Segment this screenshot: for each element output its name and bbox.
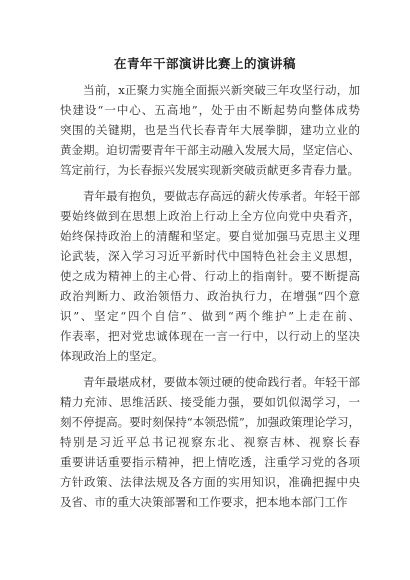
paragraph-line: 论武装，深入学习习近平新时代中国特色社会主义思想， xyxy=(60,249,360,263)
paragraph-line: 体现政治上的坚定。 xyxy=(60,349,164,363)
paragraph-line: 笃定前行，为长春振兴发展实现新突破贡献更多青春力量。 xyxy=(60,163,359,177)
paragraph-line: 青年最堪成材，要做本领过硬的使命践行者。年轻干部 xyxy=(83,375,360,389)
paragraph-line: 快建设“一中心、五高地”，处于由不断起势向整体成势 xyxy=(60,103,360,117)
paragraph-line: 青年最有抱负，要做志存高远的薪火传承者。年轻干部 xyxy=(83,189,360,203)
paragraph-line: 始终保持政治上的清醒和坚定。要自觉加强马克思主义理 xyxy=(60,229,360,243)
paragraph-line: 及省、市的重大决策部署和工作要求，把本地本部门工作 xyxy=(60,495,348,509)
paragraph-line: 识”、坚定“四个自信”、做到“两个维护”上走在前、 xyxy=(60,309,360,323)
document-body xyxy=(60,80,360,518)
paragraph-line: 使之成为精神上的主心骨、行动上的指南针。要不断提高 xyxy=(60,269,360,283)
paragraph-line: 特别是习近平总书记视察东北、视察吉林、视察长春 xyxy=(60,435,360,449)
paragraph-line: 当前，x正聚力实施全面振兴新突破三年攻坚行动，加 xyxy=(83,83,360,97)
paragraph-line: 刻不停提高。要时刻保持“本领恐慌”，加强政策理论学习， xyxy=(60,415,360,429)
paragraph-line: 作表率，把对党忠诚体现在一言一行中，以行动上的坚决 xyxy=(60,329,360,343)
paragraph-line: 政治判断力、政治领悟力、政治执行力，在增强“四个意 xyxy=(60,289,360,303)
paragraph xyxy=(60,80,360,180)
document-title: 在青年干部演讲比赛上的演讲稿 xyxy=(113,56,296,71)
paragraph-line: 突围的关键期，也是当代长春青年大展拳脚，建功立业的 xyxy=(60,123,360,137)
paragraph xyxy=(60,372,360,512)
paragraph-line: 黄金期。迫切需要青年干部主动融入发展大局，坚定信心、 xyxy=(60,143,360,157)
paragraph-line: 精力充沛、思维活跃、接受能力强，要如饥似渴学习，一 xyxy=(60,395,360,409)
paragraph-line: 要始终做到在思想上政治上行动上全方位向党中央看齐， xyxy=(60,209,360,223)
paragraph-line: 重要讲话重要指示精神，把上情吃透，注重学习党的各项 xyxy=(60,455,360,469)
paragraph xyxy=(60,186,360,366)
paragraph-line: 方针政策、法律法规及各方面的实用知识，准确把握中央 xyxy=(60,475,360,489)
